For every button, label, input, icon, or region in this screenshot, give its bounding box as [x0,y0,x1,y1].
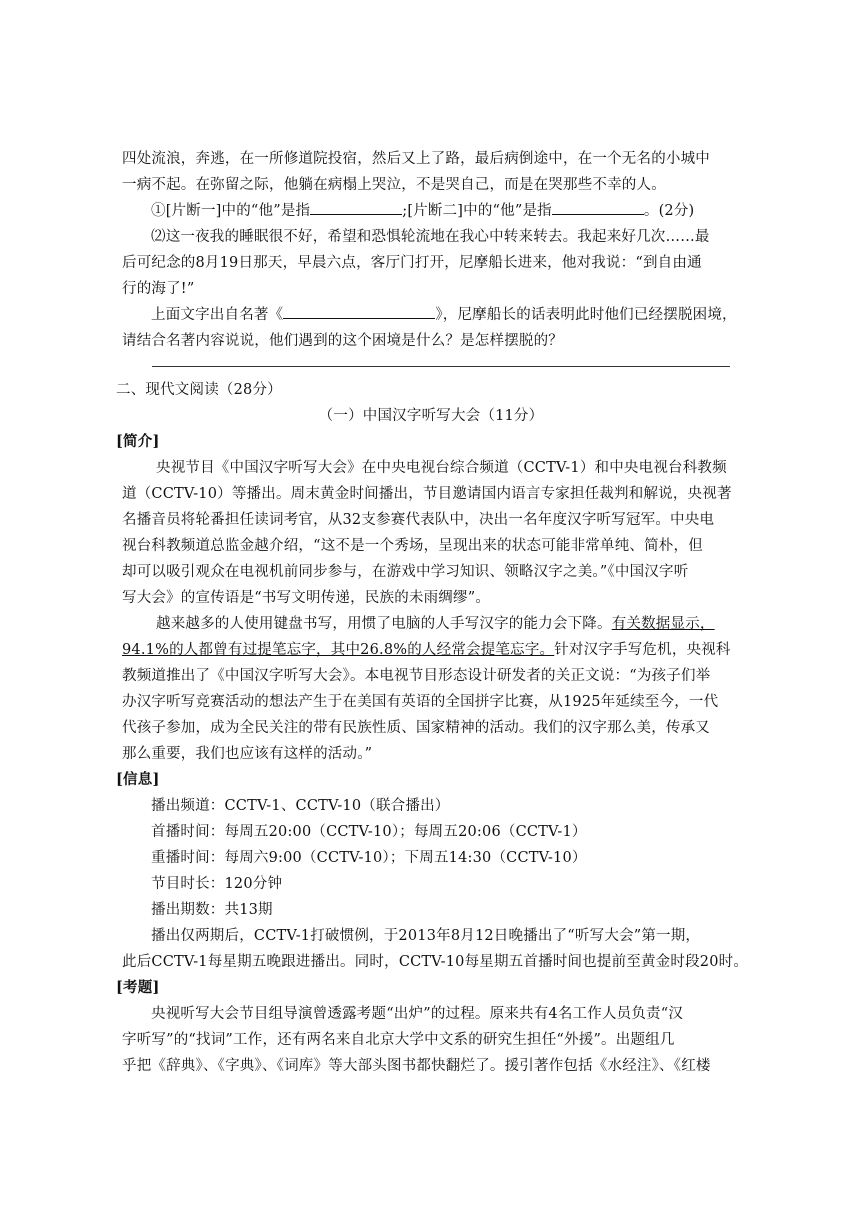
section-title: 二、现代文阅读（28分） [116,382,282,398]
document-page [116,146,749,1079]
intro-line: 写大会》的宣传语是“书写文明传递，民族的未雨绸缪”。 [122,590,491,606]
intro-line: 那么重要，我们也应该有这样的活动。” [122,746,373,762]
exam-line: 字听写”的“找词”工作，还有两名来自北京大学中文系的研究生担任“外援”。出题组几 [122,1032,675,1048]
question-1-text: ①[片断一]中的“他”是指 [151,203,311,219]
question-1 [122,198,740,224]
intro-line: 道（CCTV-10）等播出。周末黄金时间播出，节目邀请国内语言专家担任裁判和解说，央视著 [122,486,732,502]
intro-line: 视台科教频道总监金越介绍，“这不是一个秀场，呈现出来的状态可能非常单纯、简朴，但 [122,538,703,554]
passage-title: （一）中国汉字听写大会（11分） [318,408,544,424]
answer-blank-1[interactable] [310,198,402,215]
intro-line: 94.1%的人都曾有过提笔忘字，其中26.8%的人经常会提笔忘字。针对汉字手写危机，央视科 [122,642,731,658]
passage-line: 一病不起。在弥留之际，他躺在病榻上哭泣，不是哭自己，而是在哭那些不幸的人。 [122,177,666,193]
question-1-score: 。(2分) [643,203,695,219]
question-2-line: 行的海了!” [122,281,195,297]
question-2-line: ⑵这一夜我的睡眠很不好，希望和恐惧轮流地在我心中转来转去。我起来好几次……最 [151,229,710,245]
question-1-text: ;[片断二]中的“他”是指 [402,203,552,219]
exam-heading: [考题] [116,979,160,996]
book-title-blank[interactable] [283,302,435,319]
intro-line: 名播音员将轮番担任读词考官，从32支参赛代表队中，决出一名年度汉字听写冠军。中央电 [122,512,715,528]
intro-line: 教频道推出了《中国汉字听写大会》。本电视节目形态设计研发者的关正文说：“为孩子们举 [122,668,711,684]
exam-line: 乎把《辞典》、《字典》、《词库》等大部头图书都快翻烂了。援引著作包括《水经注》、《红楼 [122,1058,711,1074]
underlined-sentence: 94.1%的人都曾有过提笔忘字，其中26.8%的人经常会提笔忘字。 [122,642,555,658]
exam-line: 央视听写大会节目组导演曾透露考题“出炉”的过程。原来共有4名工作人员负责“汉 [151,1006,684,1022]
question-2-prompt-line: 请结合名著内容说说，他们遇到的这个困境是什么？是怎样摆脱的？ [122,333,563,349]
info-item: 重播时间：每周六9:00（CCTV-10）；下周五14:30（CCTV-10） [151,850,587,866]
question-2-line: 后可纪念的8月19日那天，早晨六点，客厅门打开，尼摩船长进来，他对我说：“到自由通 [122,255,702,271]
intro-line: 央视节目《中国汉字听写大会》在中央电视台综合频道（CCTV-1）和中央电视台科教频 [156,460,727,476]
passage-line: 四处流浪，奔逃，在一所修道院投宿，然后又上了路，最后病倒途中，在一个无名的小城中 [122,151,710,167]
question-2-prompt: 上面文字出自名著《 》，尼摩船长的话表明此时他们已经摆脱困境， [122,302,740,328]
intro-heading: [简介] [116,433,160,450]
info-note: 此后CCTV-1每星期五晚跟进播出。同时，CCTV-10每星期五首播时间也提前至黄金时段20时。 [122,954,749,970]
info-note: 播出仅两期后，CCTV-1打破惯例，于2013年8月12日晚播出了“听写大会”第一期， [151,928,701,944]
info-heading: [信息] [116,771,160,788]
intro-line: 办汉字听写竞赛活动的想法产生于在美国有英语的全国拼字比赛，从1925年延续至今，一代 [122,694,719,710]
info-item: 播出频道：CCTV-1、CCTV-10（联合播出） [151,798,450,814]
intro-line: 越来越多的人使用键盘书写，用惯了电脑的人手写汉字的能力会下降。有关数据显示， [156,616,715,632]
info-item: 播出期数：共13期 [151,902,273,918]
info-item: 首播时间：每周五20:00（CCTV-10）；每周五20:06（CCTV-1） [151,824,587,840]
underlined-sentence: 有关数据显示， [611,616,715,632]
answer-blank-2[interactable] [552,198,644,215]
info-item: 节目时长：120分钟 [151,876,283,892]
answer-line[interactable] [152,366,730,367]
intro-line: 代孩子参加，成为全民关注的带有民族性质、国家精神的活动。我们的汉字那么美，传承又 [122,720,710,736]
intro-line: 却可以吸引观众在电视机前同步参与，在游戏中学习知识、领略汉字之美。”《中国汉字听 [122,564,689,580]
